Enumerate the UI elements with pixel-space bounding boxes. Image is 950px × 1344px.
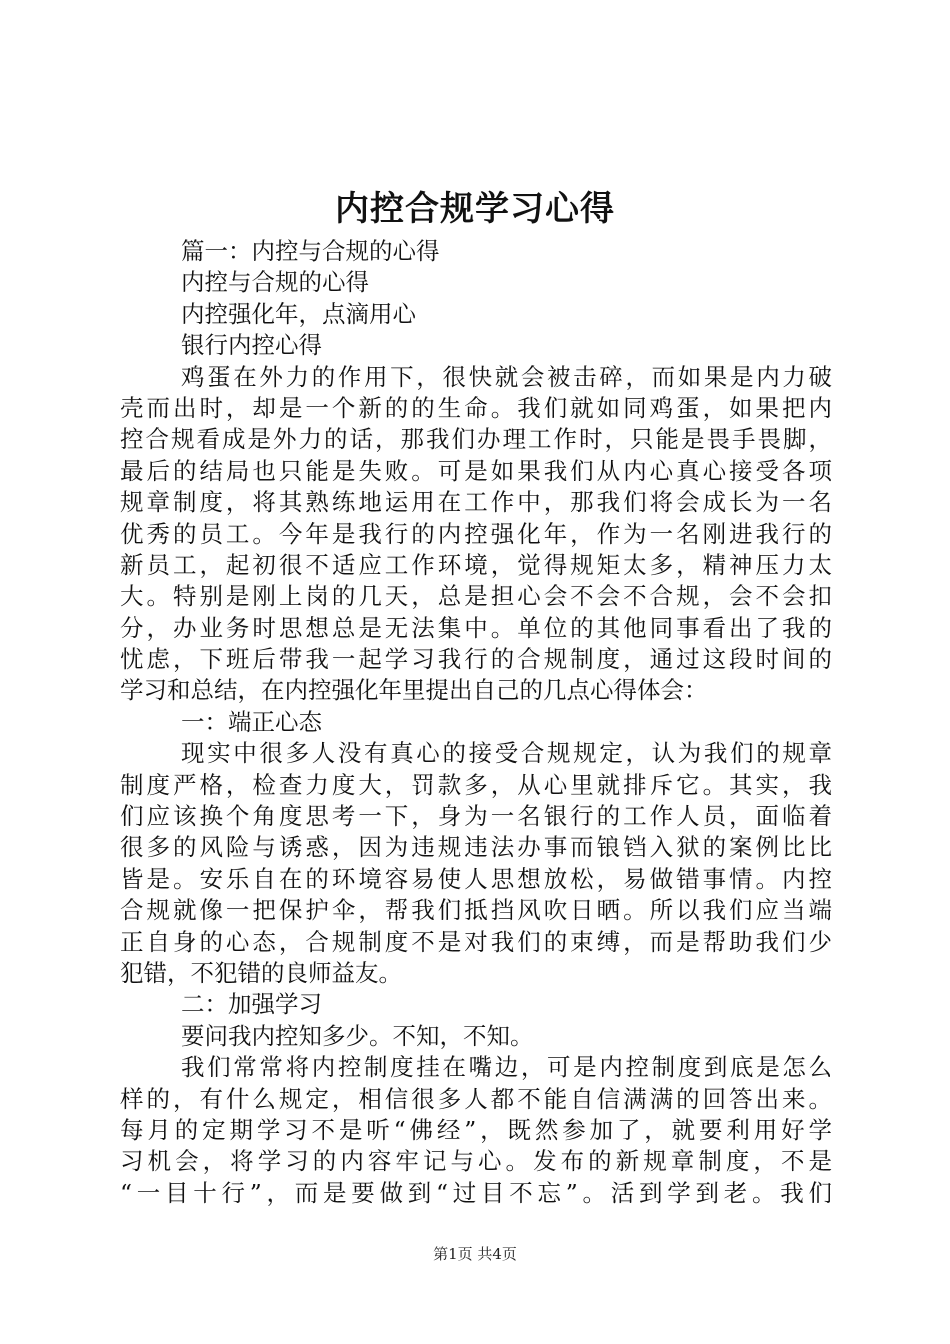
text-line: 犯错，不犯错的良师益友。 [120,958,402,987]
text-line: 分，办业务时思想总是无法集中。单位的其他同事看出了我的 [120,613,832,642]
text-line: 规章制度，将其熟练地运用在工作中，那我们将会成长为一名 [120,488,832,517]
text-line: 最后的结局也只能是失败。可是如果我们从内心真心接受各项 [120,456,832,485]
document-body [120,236,832,1209]
text-line: 忧虑，下班后带我一起学习我行的合规制度，通过这段时间的 [120,645,832,674]
text-line: 内控与合规的心得 [181,268,369,297]
text-line: 制度严格，检查力度大，罚款多，从心里就排斥它。其实，我 [120,770,832,799]
text-line: 鸡蛋在外力的作用下，很快就会被击碎，而如果是内力破 [181,362,832,391]
document-title: 内控合规学习心得 [335,189,615,229]
text-line: 优秀的员工。今年是我行的内控强化年，作为一名刚进我行的 [120,519,832,548]
text-line: 现实中很多人没有真心的接受合规规定，认为我们的规章 [181,739,832,768]
text-line: 学习和总结，在内控强化年里提出自己的几点心得体会： [120,676,708,705]
text-line: 控合规看成是外力的话，那我们办理工作时，只能是畏手畏脚， [120,425,832,454]
text-line: “一目十行”，而是要做到“过目不忘”。活到学到老。我们 [120,1178,832,1207]
page-footer: 第1页 共4页 [433,1245,517,1263]
text-line: 壳而出时，却是一个新的的生命。我们就如同鸡蛋，如果把内 [120,393,832,422]
text-line: 们应该换个角度思考一下，身为一名银行的工作人员，面临着 [120,802,832,831]
text-line: 合规就像一把保护伞，帮我们抵挡风吹日晒。所以我们应当端 [120,896,832,925]
text-line: 我们常常将内控制度挂在嘴边，可是内控制度到底是怎么 [181,1053,832,1082]
text-line: 要问我内控知多少。不知，不知。 [181,1021,534,1050]
text-line: 篇一：内控与合规的心得 [181,237,440,265]
text-line: 很多的风险与诱惑，因为违规违法办事而锒铛入狱的案例比比 [120,833,832,862]
text-line: 正自身的心态，合规制度不是对我们的束缚，而是帮助我们少 [120,927,832,956]
text-line: 习机会，将学习的内容牢记与心。发布的新规章制度，不是 [120,1147,832,1176]
text-line: 大。特别是刚上岗的几天，总是担心会不会不合规，会不会扣 [120,582,832,611]
text-line: 新员工，起初很不适应工作环境，觉得规矩太多，精神压力太 [120,550,832,579]
section-heading: 二：加强学习 [181,990,322,1019]
text-line: 皆是。安乐自在的环境容易使人思想放松，易做错事情。内控 [120,864,832,893]
section-heading: 一：端正心态 [181,707,322,736]
text-line: 银行内控心得 [181,331,322,360]
text-line: 每月的定期学习不是听“佛经”，既然参加了，就要利用好学 [120,1115,832,1144]
text-line: 样的，有什么规定，相信很多人都不能自信满满的回答出来。 [120,1084,832,1113]
text-line: 内控强化年，点滴用心 [181,299,416,328]
